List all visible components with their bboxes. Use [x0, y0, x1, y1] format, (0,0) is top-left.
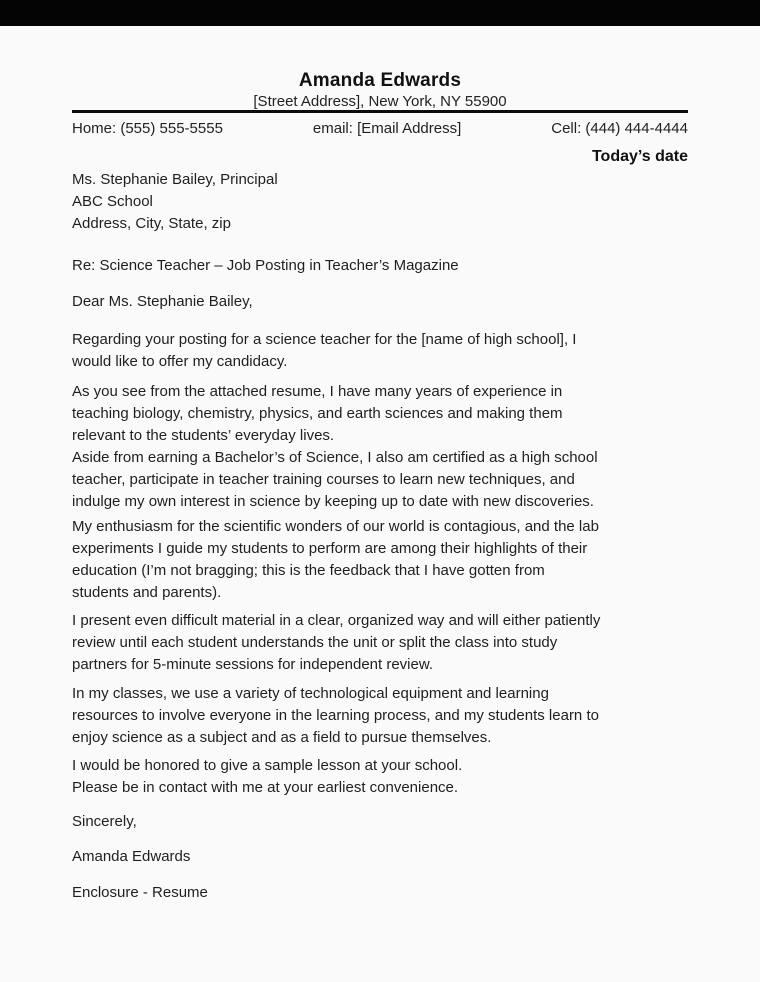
paragraph-line: teacher, participate in teacher training courses to learn new techniques, and — [72, 471, 575, 488]
paragraph-line: I present even difficult material in a clear, organized way and will either patiently — [72, 612, 601, 629]
enclosure-line: Enclosure - Resume — [72, 884, 208, 901]
paragraph-line: teaching biology, chemistry, physics, and earth sciences and making them — [72, 405, 563, 422]
paragraph-line: Regarding your posting for a science teacher for the [name of high school], I — [72, 331, 577, 348]
paragraph — [72, 381, 688, 513]
paragraph — [72, 755, 688, 799]
paragraph-line: experiments I guide my students to perform are among their highlights of their — [72, 540, 588, 557]
paragraph-line: Aside from earning a Bachelor’s of Science, I also am certified as a high school — [72, 449, 598, 466]
letterhead-name: Amanda Edwards — [298, 70, 462, 91]
paragraph-line: indulge my own interest in science by keeping up to date with new discoveries. — [72, 493, 594, 510]
subject-line: Re: Science Teacher – Job Posting in Teacher’s Magazine — [72, 257, 459, 274]
letterhead — [0, 70, 760, 112]
contact-home: Home: (555) 555-5555 — [72, 120, 223, 137]
contact-row — [72, 119, 688, 139]
top-bar — [0, 0, 760, 26]
paragraph-line: I would be honored to give a sample lesson at your school. — [72, 757, 463, 774]
paragraph-line: Please be in contact with me at your earliest convenience. — [72, 779, 459, 796]
paragraph — [72, 516, 688, 604]
date-line: Today’s date — [591, 148, 688, 165]
paragraph-line: resources to involve everyone in the learning process, and my students learn to — [72, 707, 599, 724]
paragraph-line: review until each student understands the unit or split the class into study — [72, 634, 558, 651]
contact-cell: Cell: (444) 444-4444 — [551, 120, 688, 137]
paragraph-line: enjoy science as a subject and as a field to pursue themselves. — [72, 729, 492, 746]
recipient-block — [72, 169, 688, 235]
paragraph-line: As you see from the attached resume, I have many years of experience in — [72, 383, 563, 400]
paragraph-line: partners for 5-minute sessions for independent review. — [72, 656, 434, 673]
paragraph-line: relevant to the students’ everyday lives. — [72, 427, 335, 444]
paragraph — [72, 329, 688, 373]
paragraphs — [72, 329, 688, 799]
letterhead-address: [Street Address], New York, NY 55900 — [253, 93, 507, 110]
paragraph-line: students and parents). — [72, 584, 222, 601]
signature-name: Amanda Edwards — [72, 848, 191, 865]
closing: Sincerely, — [72, 813, 137, 830]
salutation: Dear Ms. Stephanie Bailey, — [72, 293, 253, 310]
paragraph — [72, 683, 688, 749]
paragraph-line: In my classes, we use a variety of technological equipment and learning — [72, 685, 549, 702]
recipient-line: Ms. Stephanie Bailey, Principal — [72, 171, 278, 188]
paragraph-line: education (I’m not bragging; this is the feedback that I have gotten from — [72, 562, 545, 579]
recipient-line: ABC School — [72, 193, 153, 210]
contact-email: email: [Email Address] — [312, 120, 462, 137]
letter-body — [0, 146, 760, 904]
paragraph-line: would like to offer my candidacy. — [72, 353, 288, 370]
paragraph — [72, 610, 688, 676]
paragraph-line: My enthusiasm for the scientific wonders of our world is contagious, and the lab — [72, 518, 599, 535]
recipient-line: Address, City, State, zip — [72, 215, 231, 232]
